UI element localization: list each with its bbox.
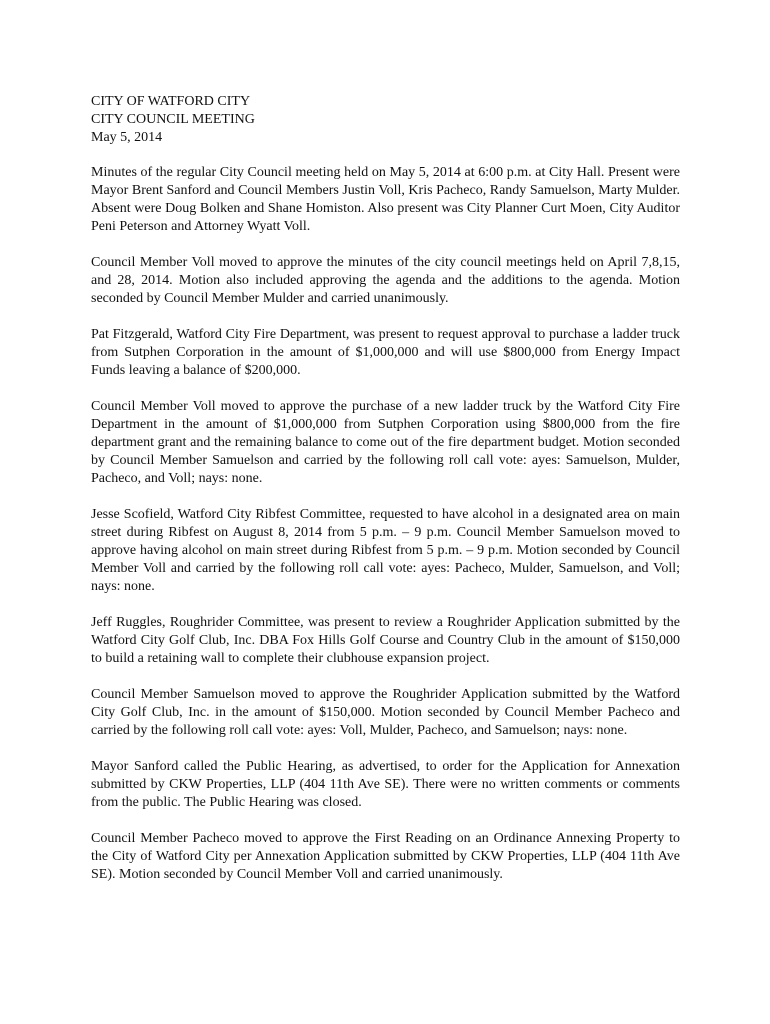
paragraph-annexation-first-reading: Council Member Pacheco moved to approve the First Reading on an Ordinance Annexing Property to the City of Watford City per Annexation Application submitted by CKW Properties, LLP (404 11th Ave SE). Motion seconded by Council Member Voll and carried unanimously. [91,831,680,882]
paragraph-public-hearing: Mayor Sanford called the Public Hearing, as advertised, to order for the Application for Annexation submitted by CKW Properties, LLP (404 11th Ave SE). There were no written comments or comments from the public. The Public Hearing was closed. [91,759,680,810]
paragraph-attendance: Minutes of the regular City Council meeting held on May 5, 2014 at 6:00 p.m. at City Hall. Present were Mayor Brent Sanford and Council Members Justin Voll, Kris Pacheco, Randy Samuelson, Marty Mulder. Absent were Doug Bolken and Shane Homiston. Also present was City Planner Curt Moen, City Auditor Peni Peterson and Attorney Wyatt Voll. [91,165,680,234]
paragraph-fire-department-request: Pat Fitzgerald, Watford City Fire Department, was present to request approval to purchase a ladder truck from Sutphen Corporation in the amount of $1,000,000 and will use $800,000 from Energy Impact Funds leaving a balance of $200,000. [91,327,680,378]
city-name: CITY OF WATFORD CITY [91,94,251,109]
paragraph-ladder-truck-motion: Council Member Voll moved to approve the purchase of a new ladder truck by the Watford City Fire Department in the amount of $1,000,000 from Sutphen Corporation using $800,000 from the fire department grant and the remaining balance to come out of the fire department budget. Motion seconded by Council Member Samuelson and carried by the following roll call vote: ayes: Samuelson, Mulder, Pacheco, and Voll; nays: none. [91,399,680,486]
minutes-body [91,164,680,902]
document-header [91,93,691,147]
meeting-title: CITY COUNCIL MEETING [91,112,255,127]
paragraph-roughrider-motion: Council Member Samuelson moved to approve the Roughrider Application submitted by the Watford City Golf Club, Inc. in the amount of $150,000. Motion seconded by Council Member Pacheco and carried by the following roll call vote: ayes: Voll, Mulder, Pacheco, and Samuelson; nays: none. [91,687,680,738]
meeting-date: May 5, 2014 [91,130,163,145]
paragraph-approve-minutes: Council Member Voll moved to approve the minutes of the city council meetings held on April 7,8,15, and 28, 2014. Motion also included approving the agenda and the additions to the agenda. Motion seconded by Council Member Mulder and carried unanimously. [91,255,680,306]
paragraph-roughrider-review: Jeff Ruggles, Roughrider Committee, was present to review a Roughrider Application submitted by the Watford City Golf Club, Inc. DBA Fox Hills Golf Course and Country Club in the amount of $150,000 to build a retaining wall to complete their clubhouse expansion project. [91,615,680,666]
paragraph-ribfest-alcohol: Jesse Scofield, Watford City Ribfest Committee, requested to have alcohol in a designated area on main street during Ribfest on August 8, 2014 from 5 p.m. – 9 p.m. Council Member Samuelson moved to approve having alcohol on main street during Ribfest from 5 p.m. – 9 p.m. Motion seconded by Council Member Voll and carried by the following roll call vote: ayes: Pacheco, Mulder, Samuelson, and Voll; nays: none. [91,507,680,594]
